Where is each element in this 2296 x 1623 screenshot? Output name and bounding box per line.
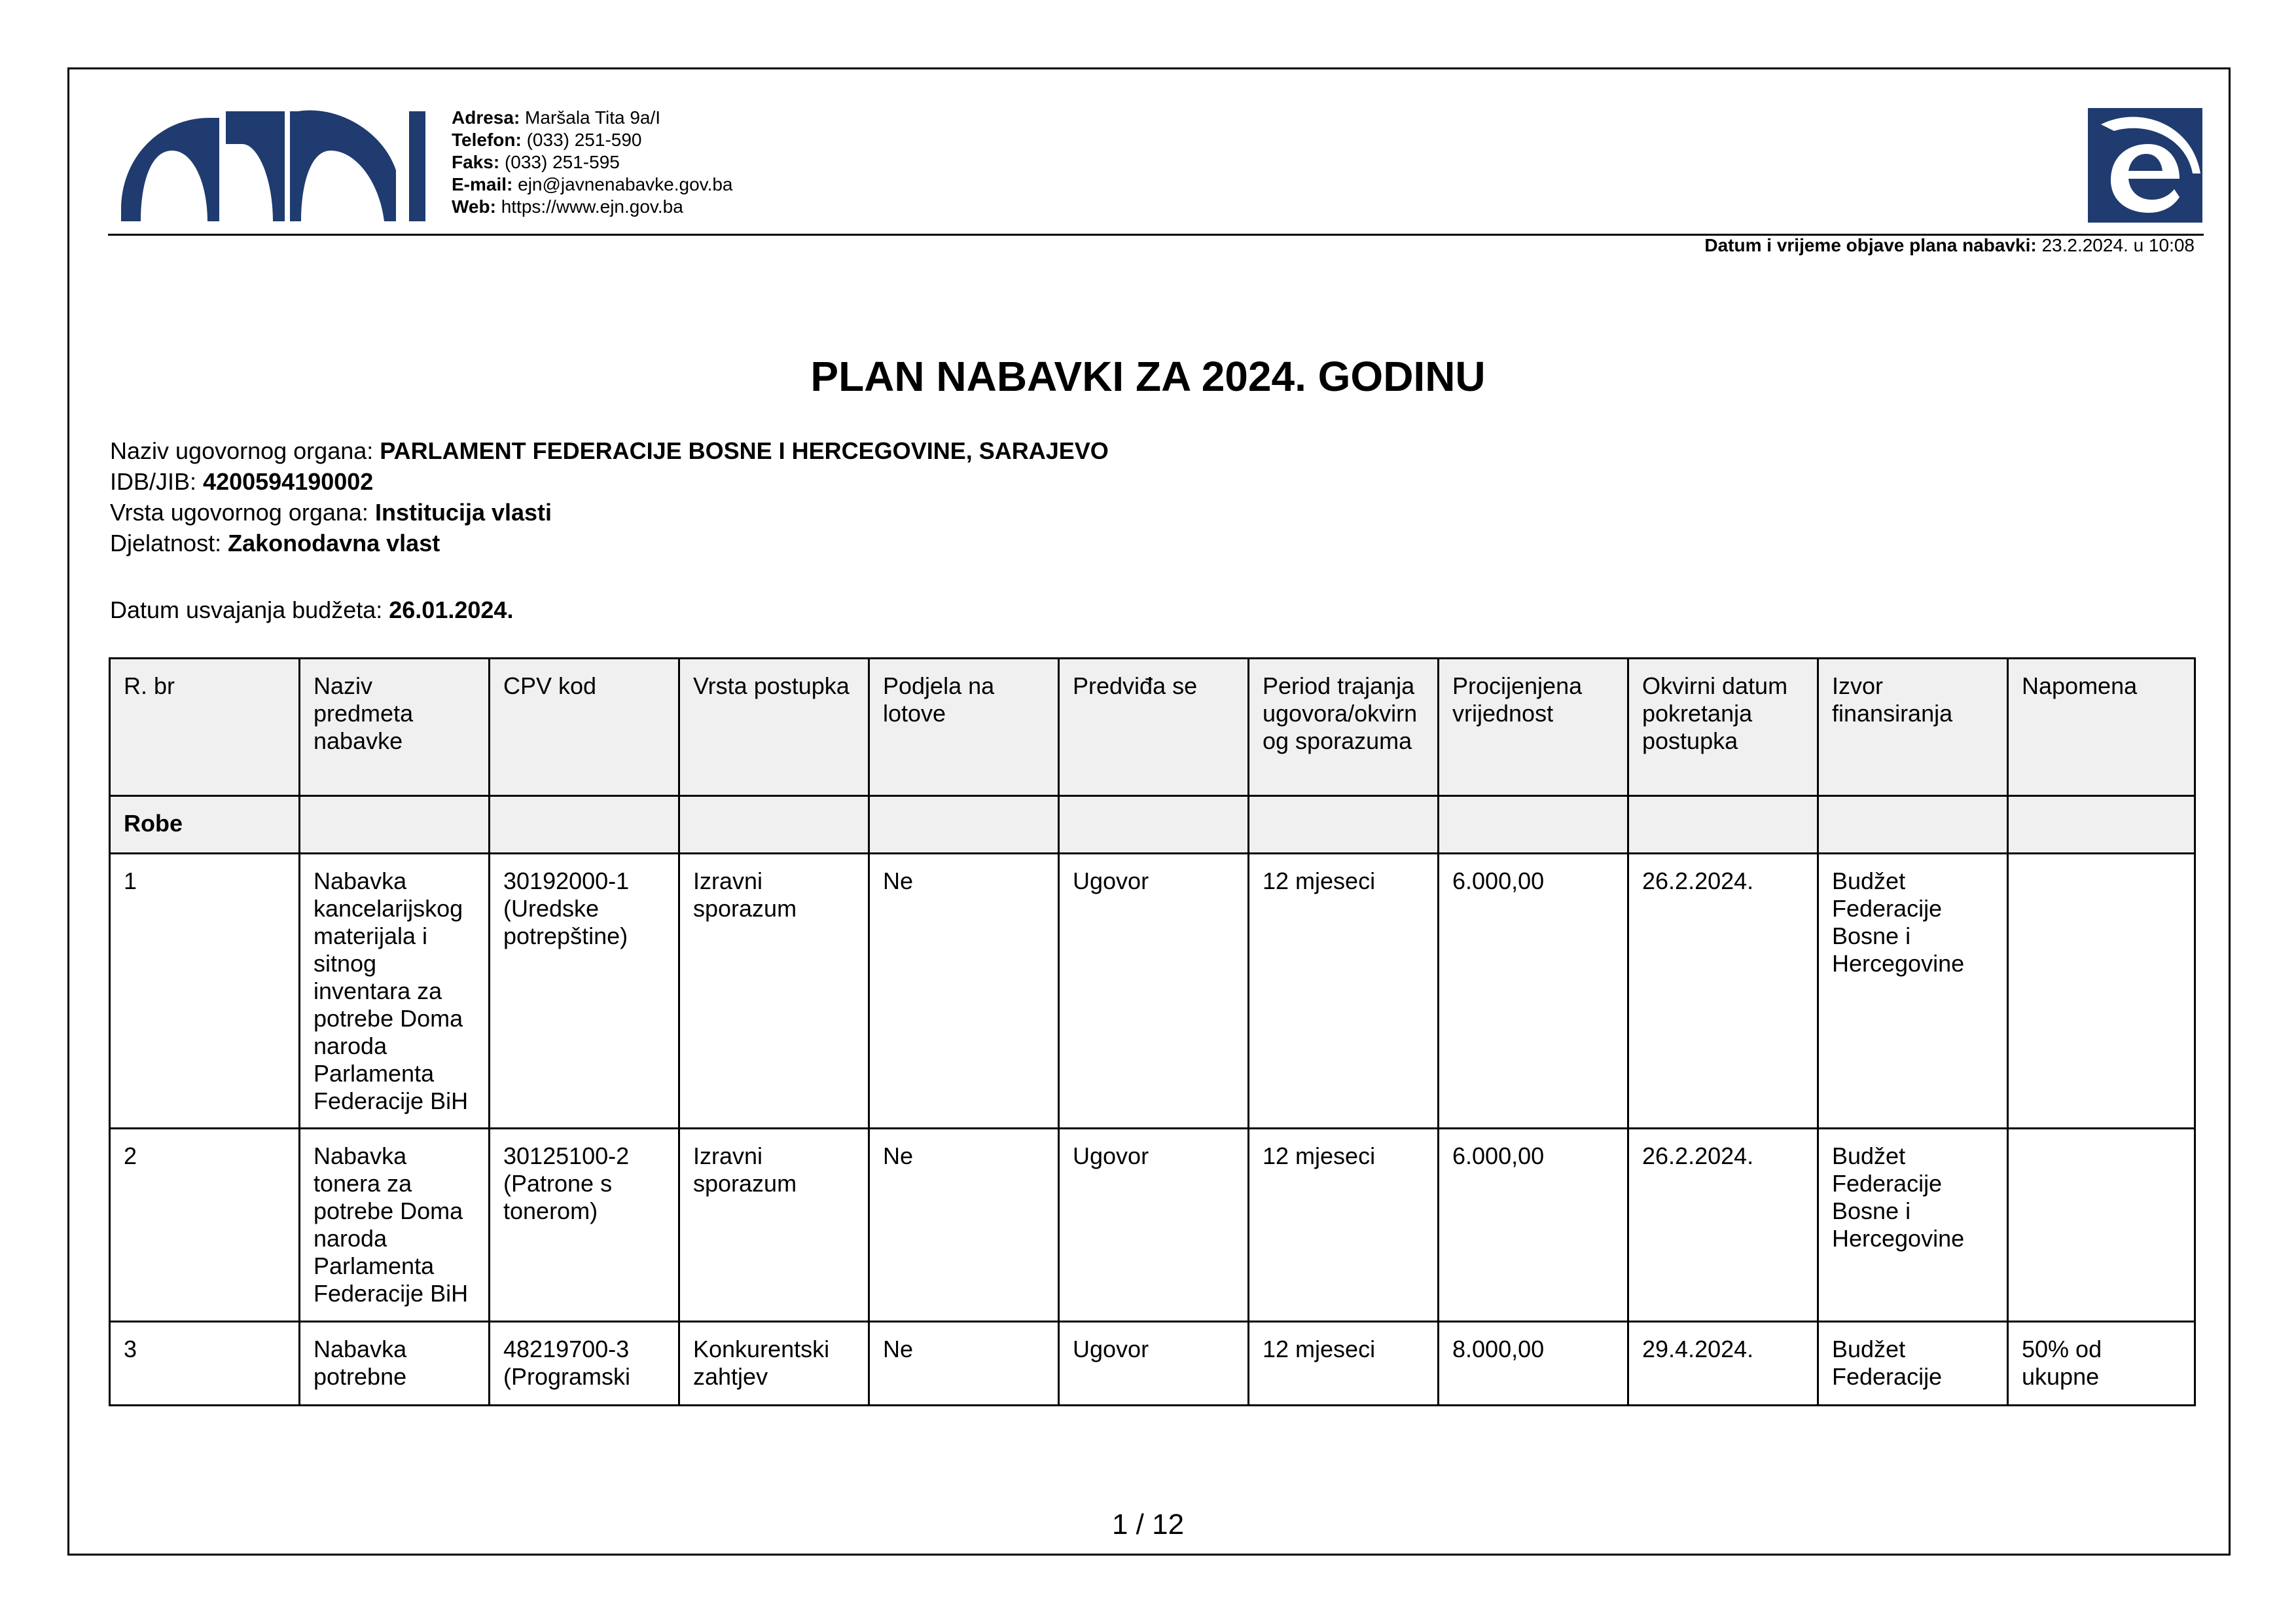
contact-fax: Faks: (033) 251-595 xyxy=(452,152,620,172)
cell-start: 26.2.2024. xyxy=(1628,1129,1818,1322)
cell-source: Budžet Federacije Bosne i Hercegovine xyxy=(1818,854,2008,1129)
cell-period: 12 mjeseci xyxy=(1249,854,1439,1129)
cell-start: 26.2.2024. xyxy=(1628,854,1818,1129)
column-header: Procijenjena vrijednost xyxy=(1439,659,1628,796)
cell-source: Budžet Federacije Bosne i Hercegovine xyxy=(1818,1129,2008,1322)
ejn-logo-icon xyxy=(2088,108,2202,223)
cell-num: 3 xyxy=(110,1322,300,1406)
cell-note xyxy=(2008,854,2195,1129)
column-header: Napomena xyxy=(2008,659,2195,796)
column-header: Period trajanja ugovora/okvirnog sporazuma xyxy=(1249,659,1439,796)
cell-value: 6.000,00 xyxy=(1439,1129,1628,1322)
table-row xyxy=(110,1322,2195,1406)
cell-start: 29.4.2024. xyxy=(1628,1322,1818,1406)
column-header: Predviđa se xyxy=(1059,659,1249,796)
column-header: Izvor finansiranja xyxy=(1818,659,2008,796)
authority-type: Vrsta ugovornog organa: Institucija vlasti xyxy=(110,499,552,526)
cell-period: 12 mjeseci xyxy=(1249,1129,1439,1322)
email-link[interactable]: ejn@javnenabavke.gov.ba xyxy=(518,174,733,194)
cell-period: 12 mjeseci xyxy=(1249,1322,1439,1406)
cell-procedure: Izravni sporazum xyxy=(679,854,869,1129)
table-row xyxy=(110,1129,2195,1322)
column-header: R. br xyxy=(110,659,300,796)
cell-name: Nabavka potrebne xyxy=(300,1322,490,1406)
cell-lots: Ne xyxy=(869,854,1059,1129)
column-header: Naziv predmeta nabavke xyxy=(300,659,490,796)
cell-procedure: Izravni sporazum xyxy=(679,1129,869,1322)
contact-address: Adresa: Maršala Tita 9a/I xyxy=(452,107,661,128)
page-number: 1 / 12 xyxy=(1111,1508,1185,1541)
cell-lots: Ne xyxy=(869,1322,1059,1406)
cell-name: Nabavka kancelarijskog materijala i sitnog inventara za potrebe Doma naroda Parlamenta Federacije BiH xyxy=(300,854,490,1129)
cell-planned: Ugovor xyxy=(1059,1129,1249,1322)
group-label: Robe xyxy=(110,796,300,854)
cell-planned: Ugovor xyxy=(1059,1322,1249,1406)
column-header: CPV kod xyxy=(490,659,679,796)
cell-cpv: 30192000-1 (Uredske potrepštine) xyxy=(490,854,679,1129)
cell-value: 6.000,00 xyxy=(1439,854,1628,1129)
authority-name: Naziv ugovornog organa: PARLAMENT FEDERACIJE BOSNE I HERCEGOVINE, SARAJEVO xyxy=(110,437,1109,464)
empty-cell xyxy=(1439,796,1628,854)
empty-cell xyxy=(869,796,1059,854)
cell-num: 2 xyxy=(110,1129,300,1322)
contact-phone: Telefon: (033) 251-590 xyxy=(452,130,642,150)
cell-name: Nabavka tonera za potrebe Doma naroda Parlamenta Federacije BiH xyxy=(300,1129,490,1322)
cell-source: Budžet Federacije xyxy=(1818,1322,2008,1406)
contact-email: E-mail: ejn@javnenabavke.gov.ba xyxy=(452,174,733,194)
table-group-row xyxy=(110,796,2195,854)
cell-value: 8.000,00 xyxy=(1439,1322,1628,1406)
authority-activity: Djelatnost: Zakonodavna vlast xyxy=(110,530,440,556)
cell-note xyxy=(2008,1129,2195,1322)
budget-adoption-date: Datum usvajanja budžeta: 26.01.2024. xyxy=(110,596,514,623)
empty-cell xyxy=(1818,796,2008,854)
column-header: Okvirni datum pokretanja postupka xyxy=(1628,659,1818,796)
empty-cell xyxy=(2008,796,2195,854)
cell-planned: Ugovor xyxy=(1059,854,1249,1129)
authority-info xyxy=(110,435,1109,558)
authority-idb: IDB/JIB: 4200594190002 xyxy=(110,468,374,495)
contact-web: Web: https://www.ejn.gov.ba xyxy=(452,196,683,217)
empty-cell xyxy=(1059,796,1249,854)
procurement-plan-table xyxy=(109,657,2196,1406)
empty-cell xyxy=(300,796,490,854)
publish-datetime: Datum i vrijeme objave plana nabavki: 23.2.2024. u 10:08 xyxy=(1704,235,2195,255)
contact-block xyxy=(452,107,733,218)
empty-cell xyxy=(1628,796,1818,854)
web-link[interactable]: https://www.ejn.gov.ba xyxy=(501,196,683,217)
cell-lots: Ne xyxy=(869,1129,1059,1322)
ajn-logo-icon xyxy=(121,105,425,221)
cell-cpv: 48219700-3 (Programski xyxy=(490,1322,679,1406)
cell-procedure: Konkurentski zahtjev xyxy=(679,1322,869,1406)
cell-cpv: 30125100-2 (Patrone s tonerom) xyxy=(490,1129,679,1322)
page-title: PLAN NABAVKI ZA 2024. GODINU xyxy=(810,353,1486,400)
column-header: Vrsta postupka xyxy=(679,659,869,796)
cell-num: 1 xyxy=(110,854,300,1129)
empty-cell xyxy=(1249,796,1439,854)
column-header: Podjela na lotove xyxy=(869,659,1059,796)
table-row xyxy=(110,854,2195,1129)
table-header-row xyxy=(110,659,2195,796)
cell-note: 50% od ukupne xyxy=(2008,1322,2195,1406)
empty-cell xyxy=(679,796,869,854)
empty-cell xyxy=(490,796,679,854)
